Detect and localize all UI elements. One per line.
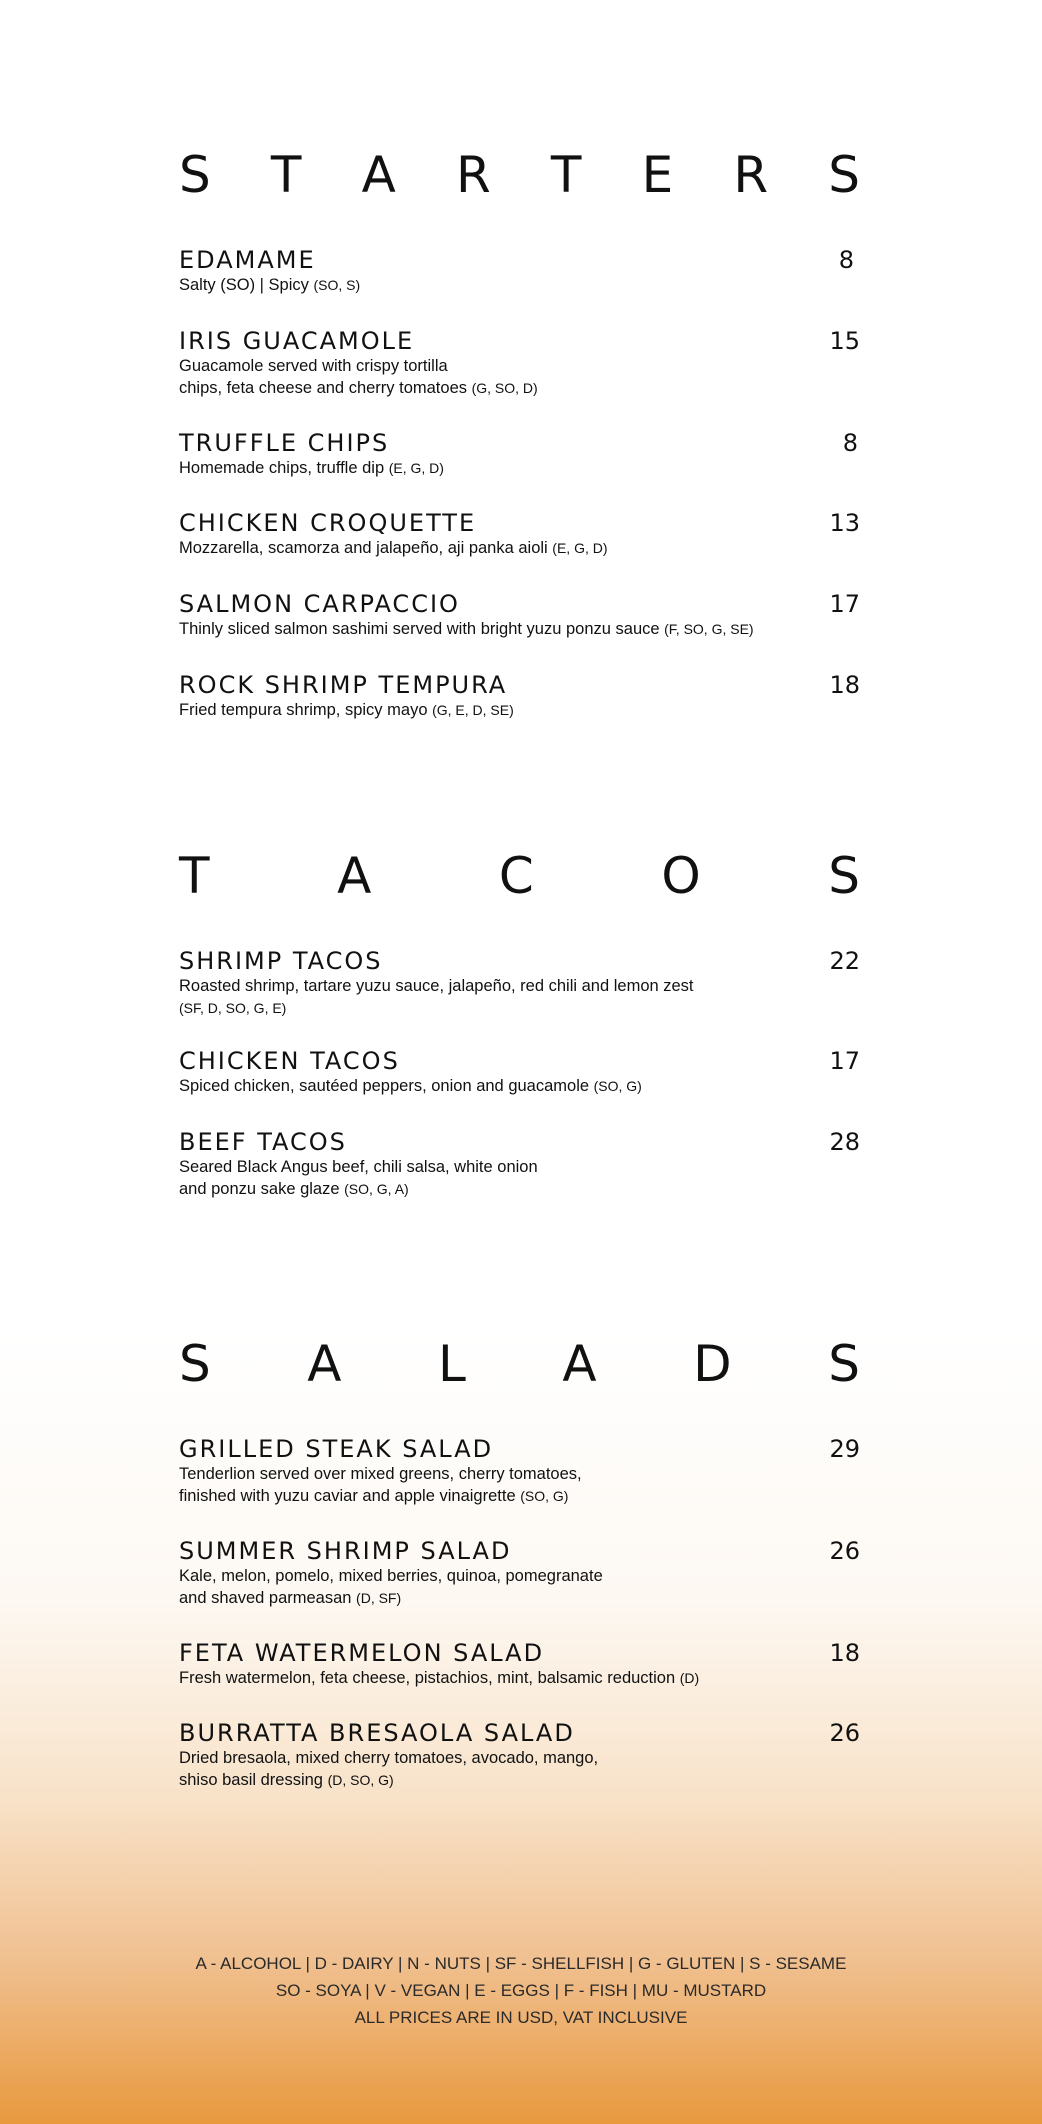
heading-letter: A [562, 1335, 597, 1393]
item-name: BEEF TACOS [179, 1128, 347, 1156]
item-description: Kale, melon, pomelo, mixed berries, quinoa, pomegranate and shaved parmeasan [179, 1567, 603, 1607]
menu-item [179, 509, 860, 559]
item-allergens: (SF, D, SO, G, E) [179, 1000, 287, 1016]
item-description: Guacamole served with crispy tortilla chips, feta cheese and cherry tomatoes [179, 357, 467, 397]
menu-item [179, 1639, 860, 1689]
item-price: 8 [842, 429, 858, 457]
item-allergens: (F, SO, G, SE) [664, 621, 754, 637]
menu-item [179, 1435, 860, 1507]
heading-letter: R [733, 146, 769, 204]
item-name: ROCK SHRIMP TEMPURA [179, 671, 508, 699]
item-name: SUMMER SHRIMP SALAD [179, 1537, 512, 1565]
item-description: Spiced chicken, sautéed peppers, onion and guacamole [179, 1077, 594, 1095]
heading-letter: E [641, 146, 674, 204]
item-name: CHICKEN CROQUETTE [179, 509, 477, 537]
item-allergens: (D, SF) [356, 1590, 402, 1606]
allergen-legend-line: A - ALCOHOL | D - DAIRY | N - NUTS | SF - SHELLFISH | G - GLUTEN | S - SESAME [195, 1954, 847, 1973]
item-allergens: (SO, G, A) [344, 1181, 409, 1197]
section-tacos [179, 846, 860, 1198]
menu-item [179, 1047, 860, 1097]
item-price: 26 [829, 1719, 860, 1747]
menu-item [179, 947, 860, 1019]
item-allergens: (G, SO, D) [471, 380, 538, 396]
item-allergens: (E, G, D) [388, 460, 444, 476]
item-price: 15 [829, 327, 860, 355]
item-name: BURRATTA BRESAOLA SALAD [179, 1719, 575, 1747]
heading-letter: C [498, 847, 534, 905]
menu-item [179, 246, 860, 296]
item-description: Thinly sliced salmon sashimi served with bright yuzu ponzu sauce [179, 620, 665, 638]
item-description: Mozzarella, scamorza and jalapeño, aji panka aioli [179, 539, 553, 557]
item-price: 22 [829, 947, 860, 975]
item-allergens: (D, SO, G) [327, 1772, 394, 1788]
item-allergens: (E, G, D) [552, 540, 608, 556]
item-name: EDAMAME [179, 246, 316, 274]
item-name: GRILLED STEAK SALAD [179, 1435, 494, 1463]
item-description: Roasted shrimp, tartare yuzu sauce, jalapeño, red chili and lemon zest [179, 977, 694, 995]
heading-letter: T [179, 847, 210, 905]
heading-letter: A [361, 146, 396, 204]
item-description: Salty (SO) | Spicy [179, 276, 309, 294]
menu-item [179, 1128, 860, 1200]
item-description: Homemade chips, truffle dip [179, 459, 389, 477]
item-price: 17 [829, 590, 860, 618]
item-name: FETA WATERMELON SALAD [179, 1639, 545, 1667]
heading-letter: S [179, 146, 211, 204]
item-name: SHRIMP TACOS [179, 947, 383, 975]
item-price: 29 [829, 1435, 860, 1463]
item-price: 17 [829, 1047, 860, 1075]
allergen-legend-line: SO - SOYA | V - VEGAN | E - EGGS | F - FISH | MU - MUSTARD [275, 1981, 767, 2000]
item-description: Seared Black Angus beef, chili salsa, white onion and ponzu sake glaze [179, 1158, 538, 1198]
menu-item [179, 590, 860, 640]
section-starters [179, 145, 860, 719]
item-price: 26 [829, 1537, 860, 1565]
item-price: 8 [838, 246, 854, 274]
heading-letter: A [337, 847, 372, 905]
heading-letter: S [828, 847, 860, 905]
menu-item [179, 1537, 860, 1609]
price-note: ALL PRICES ARE IN USD, VAT INCLUSIVE [354, 2008, 688, 2027]
item-allergens: (SO, G) [593, 1078, 642, 1094]
item-description: Dried bresaola, mixed cherry tomatoes, avocado, mango, shiso basil dressing [179, 1749, 599, 1789]
item-allergens: (SO, S) [313, 277, 361, 293]
item-name: SALMON CARPACCIO [179, 590, 460, 618]
item-allergens: (G, E, D, SE) [432, 702, 514, 718]
section-heading-salads [179, 1334, 860, 1394]
item-description: Tenderlion served over mixed greens, cherry tomatoes, finished with yuzu caviar and apple vinaigrette [179, 1465, 582, 1505]
item-price: 18 [829, 671, 860, 699]
menu-item [179, 1719, 860, 1791]
item-name: IRIS GUACAMOLE [179, 327, 415, 355]
item-price: 18 [829, 1639, 860, 1667]
item-description: Fresh watermelon, feta cheese, pistachios, mint, balsamic reduction [179, 1669, 680, 1687]
item-name: CHICKEN TACOS [179, 1047, 400, 1075]
section-heading-tacos [179, 846, 860, 906]
heading-letter: D [693, 1335, 732, 1393]
section-salads [179, 1334, 860, 1789]
heading-letter: L [438, 1335, 466, 1393]
heading-letter: S [828, 1335, 860, 1393]
heading-letter: O [661, 847, 701, 905]
section-heading-starters [179, 145, 860, 205]
item-allergens: (SO, G) [520, 1488, 569, 1504]
item-name: TRUFFLE CHIPS [179, 429, 390, 457]
heading-letter: T [270, 146, 302, 204]
allergen-legend-footer [0, 1950, 1042, 2031]
item-allergens: (D) [679, 1670, 700, 1686]
heading-letter: S [828, 146, 860, 204]
heading-letter: S [179, 1335, 211, 1393]
item-price: 28 [829, 1128, 860, 1156]
heading-letter: R [455, 146, 491, 204]
item-description: Fried tempura shrimp, spicy mayo [179, 701, 433, 719]
item-price: 13 [829, 509, 860, 537]
heading-letter: A [307, 1335, 342, 1393]
menu-item [179, 327, 860, 399]
menu-item [179, 671, 860, 721]
heading-letter: T [550, 146, 582, 204]
menu-item [179, 429, 860, 479]
